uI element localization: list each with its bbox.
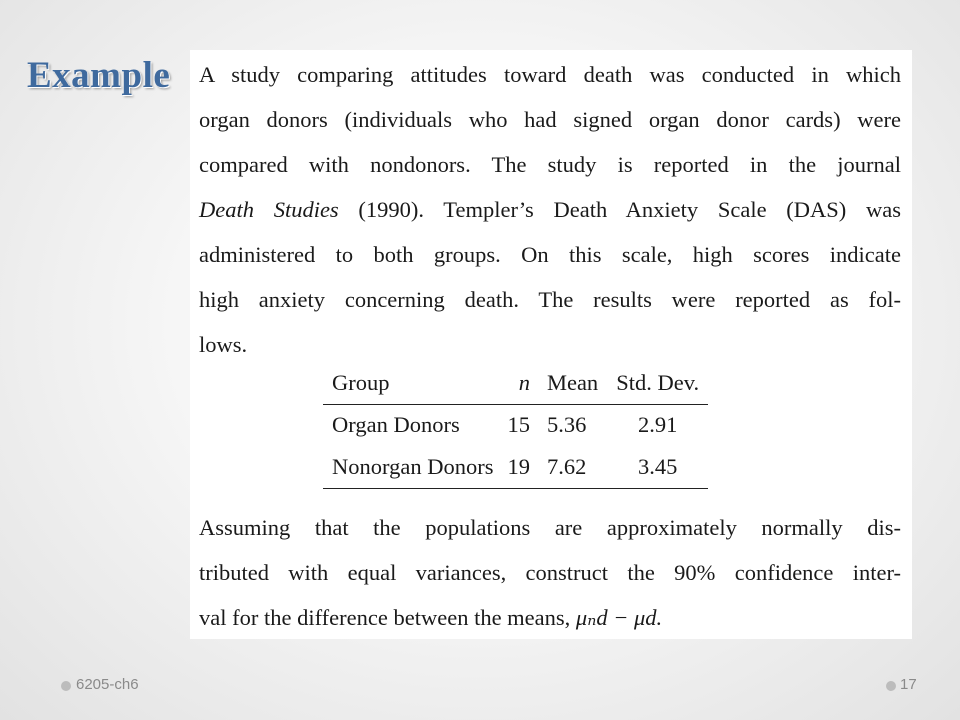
problem-question-paragraph xyxy=(199,505,901,640)
table-header-row xyxy=(323,362,708,404)
slide-title: Example xyxy=(27,55,171,96)
cell-std-dev: 3.45 xyxy=(637,453,678,479)
cell-std-dev: 2.91 xyxy=(637,412,678,438)
problem-intro-paragraph xyxy=(199,52,901,367)
journal-name: Death Studies xyxy=(199,197,339,222)
means-difference-formula: μₙd − μd. xyxy=(575,605,663,630)
cell-group: Nonorgan Donors xyxy=(332,453,494,479)
question-line xyxy=(199,595,901,640)
question-line: tributed with equal variances, construct the 90% confidence inter- xyxy=(199,560,901,585)
cell-n: 19 xyxy=(507,453,530,479)
cell-group: Organ Donors xyxy=(332,412,460,438)
problem-line: organ donors (individuals who had signed organ donor cards) were xyxy=(199,107,901,132)
problem-line: high anxiety concerning death. The results were reported as fol- xyxy=(199,287,901,312)
footer-bullet-right xyxy=(886,681,896,691)
results-table xyxy=(323,362,708,489)
problem-line xyxy=(199,187,901,232)
cell-mean: 5.36 xyxy=(546,412,587,438)
header-std-dev: Std. Dev. xyxy=(616,369,700,395)
problem-line: administered to both groups. On this scale, high scores indicate xyxy=(199,242,901,267)
cell-n: 15 xyxy=(507,412,530,438)
table-row xyxy=(323,446,708,488)
question-line: Assuming that the populations are approximately normally dis- xyxy=(199,515,901,540)
problem-statement-image xyxy=(190,50,912,639)
table-row xyxy=(323,404,708,446)
cell-mean: 7.62 xyxy=(546,453,587,479)
problem-line: compared with nondonors. The study is reported in the journal xyxy=(199,152,901,177)
footer-bullet-left xyxy=(61,681,71,691)
problem-line: A study comparing attitudes toward death was conducted in which xyxy=(199,62,901,87)
page-number: 17 xyxy=(900,676,917,693)
header-n: n xyxy=(518,369,530,395)
footer-label: 6205-ch6 xyxy=(76,676,139,693)
header-mean: Mean xyxy=(546,369,599,395)
question-last-text: val for the difference between the means, xyxy=(199,605,576,630)
header-group: Group xyxy=(332,369,390,395)
problem-line: lows. xyxy=(199,332,248,357)
journal-line-rest: (1990). Templer’s Death Anxiety Scale (DAS) was xyxy=(338,197,901,222)
